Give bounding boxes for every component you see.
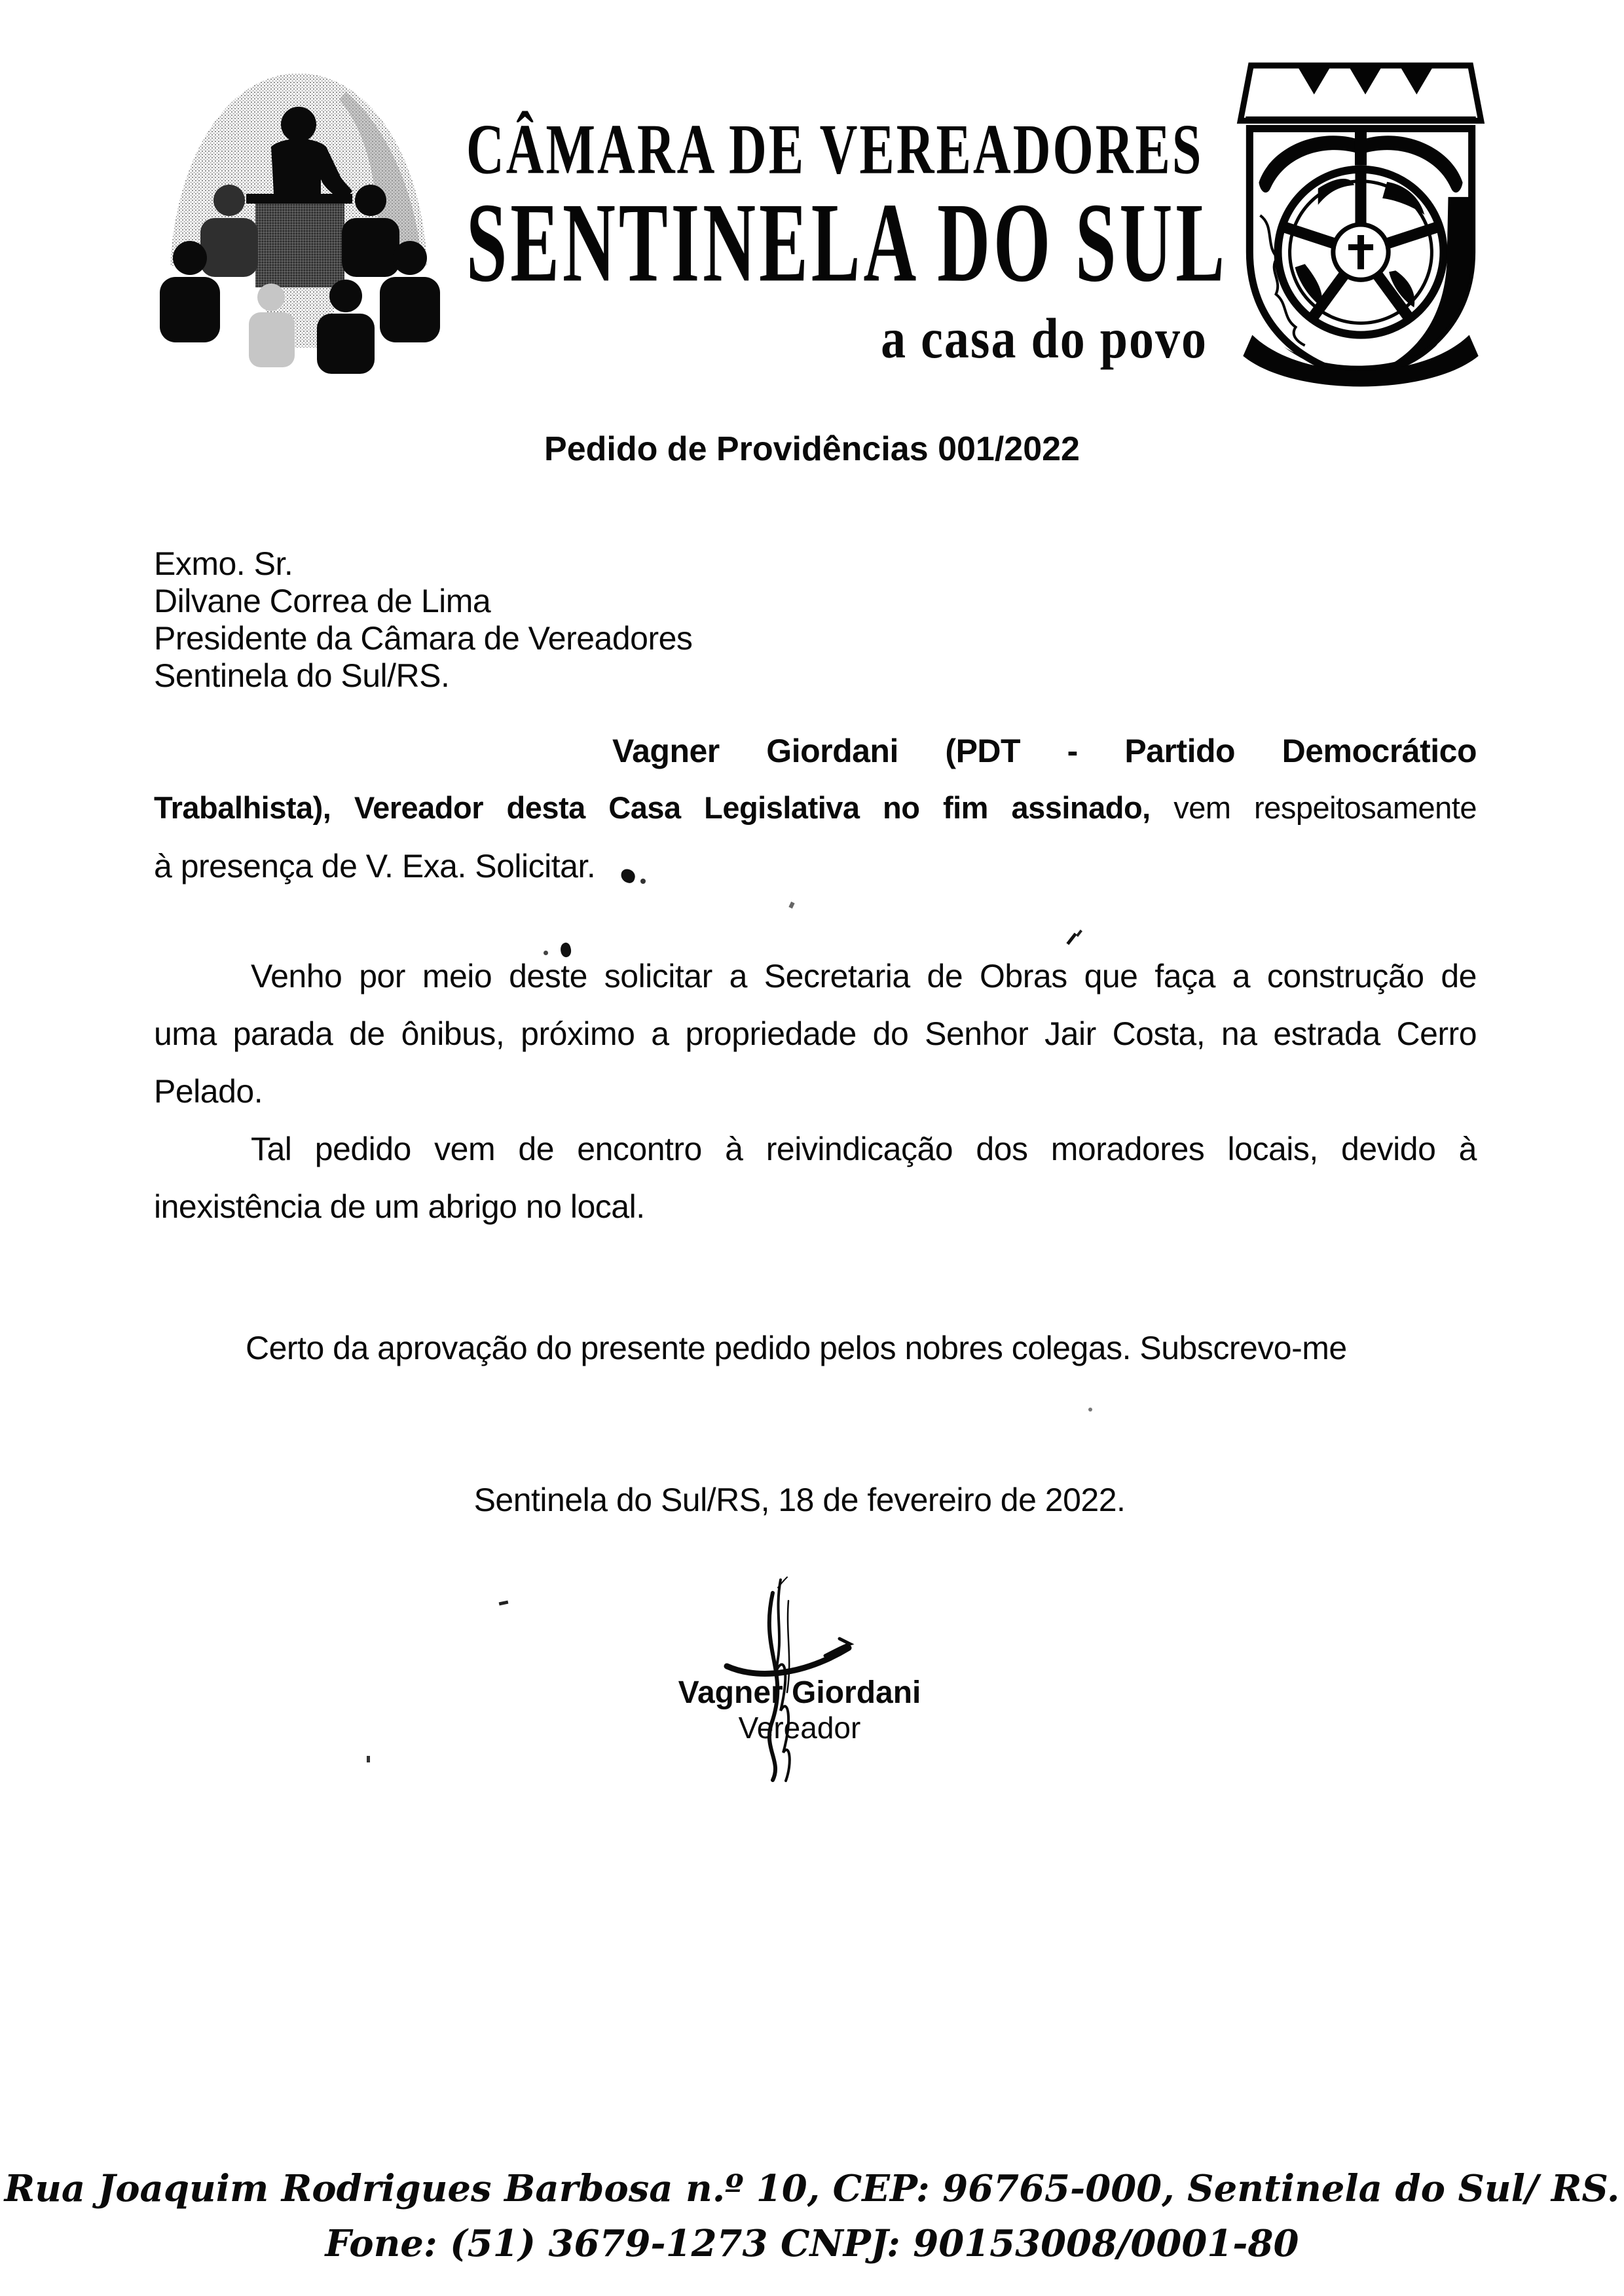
paragraph1-line3: à presença de V. Exa. Solicitar.	[154, 848, 596, 884]
coat-of-arms-icon	[1219, 54, 1502, 395]
footer-address: Rua Joaquim Rodrigues Barbosa n.º 10, CEP: 96765-000, Sentinela do Sul/ RS.	[4, 2167, 1620, 2210]
addressee-line-3: Presidente da Câmara de Vereadores	[154, 620, 693, 657]
paragraph1-line2	[154, 790, 1477, 826]
date-line: Sentinela do Sul/RS, 18 de fevereiro de 2022.	[473, 1482, 1126, 1518]
org-tagline: a casa do povo	[881, 307, 1208, 371]
scan-speck	[640, 879, 646, 884]
scan-speck	[1066, 933, 1077, 945]
paragraph3-line2: inexistência de um abrigo no local.	[154, 1188, 645, 1225]
scan-speck	[559, 941, 572, 958]
signatory-role: Vereador	[738, 1711, 861, 1745]
paragraph1-line2-bold-part: Trabalhista), Vereador desta Casa Legislativa no fim assinado,	[154, 790, 1151, 825]
org-name-line2: SENTINELA DO SUL	[466, 180, 1228, 306]
addressee-line-2: Dilvane Correa de Lima	[154, 583, 491, 619]
council-podium-audience-logo-icon	[149, 65, 447, 376]
scan-speck	[1088, 1408, 1092, 1412]
scan-speck	[544, 951, 548, 955]
paragraph1-line1: Vagner Giordani (PDT - Partido Democrático	[612, 733, 1477, 769]
paragraph1-line2-regular-part: vem respeitosamente	[1173, 790, 1477, 825]
org-name-line1: CÂMARA DE VEREADORES	[466, 111, 1204, 190]
signatory-name: Vagner Giordani	[678, 1675, 921, 1710]
footer-phone: Fone: (51) 3679-1273 CNPJ: 90153008/0001-80	[325, 2222, 1299, 2265]
paragraph2-line2: uma parada de ônibus, próximo a propriedade do Senhor Jair Costa, na estrada Cerro	[154, 1015, 1477, 1052]
scan-speck	[788, 902, 794, 909]
closing-line: Certo da aprovação do presente pedido pelos nobres colegas. Subscrevo-me	[246, 1330, 1347, 1366]
letterhead	[0, 0, 1624, 406]
scan-speck	[367, 1756, 370, 1762]
paragraph2-line1: Venho por meio deste solicitar a Secretaria de Obras que faça a construção de	[251, 958, 1477, 994]
addressee-line-4: Sentinela do Sul/RS.	[154, 657, 450, 694]
scan-speck	[499, 1601, 509, 1606]
scan-speck	[1076, 930, 1082, 937]
addressee-line-1: Exmo. Sr.	[154, 545, 293, 582]
paragraph2-line3: Pelado.	[154, 1073, 263, 1110]
document-title: Pedido de Providências 001/2022	[544, 430, 1080, 468]
paragraph3-line1: Tal pedido vem de encontro à reivindicação dos moradores locais, devido à	[251, 1131, 1477, 1167]
